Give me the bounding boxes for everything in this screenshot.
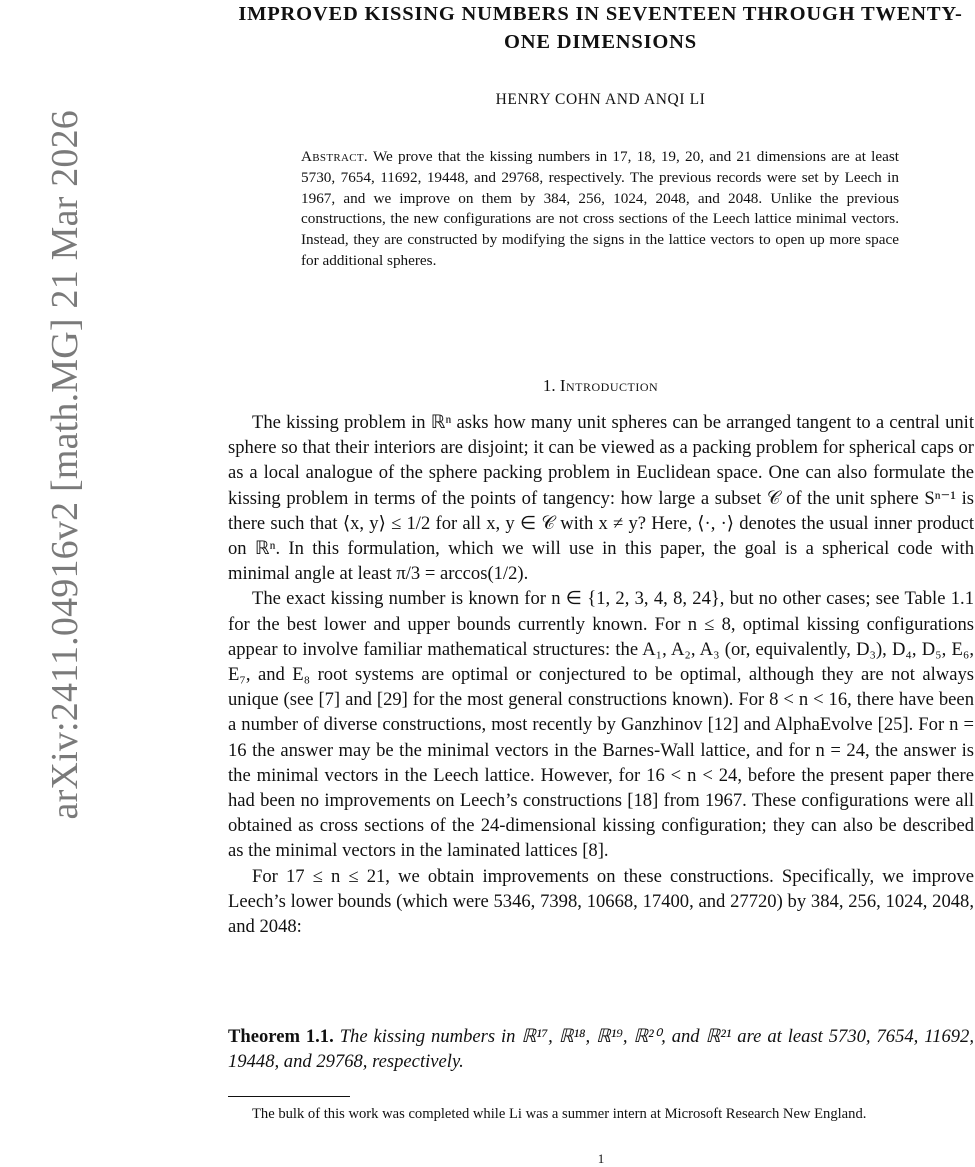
- footnote: The bulk of this work was completed while Li was a summer intern at Microsoft Research New England.: [252, 1106, 867, 1122]
- page-number: 1: [597, 1151, 605, 1166]
- section-number: 1.: [542, 376, 556, 395]
- arxiv-stamp: arXiv:2411.04916v2 [math.MG] 21 Mar 2026: [44, 110, 86, 820]
- section-title: Introduction: [559, 376, 659, 395]
- arxiv-sidebar: [0, 0, 86, 910]
- theorem: [228, 1024, 974, 1074]
- body-text: [228, 410, 974, 939]
- theorem-text: The kissing numbers in ℝ¹⁷, ℝ¹⁸, ℝ¹⁹, ℝ²⁰, and ℝ²¹ are at least 5730, 7654, 11692, 19448, and 29768, respectively.: [228, 1026, 974, 1073]
- abstract-text: We prove that the kissing numbers in 17, 18, 19, 20, and 21 dimensions are at least 5730, 7654, 11692, 19448, and 29768, respectively. The previous records were set by Leech in 1967, and we improve on them by 384, 256, 1024, 2048, and 2048. Unlike the previous constructions, the new configurations are not cross sections of the Leech lattice minimal vectors. Instead, they are constructed by modifying the signs in the lattice vectors to open up more space for additional spheres.: [301, 148, 899, 269]
- footnote-rule: [228, 1096, 350, 1097]
- abstract-label: Abstract.: [301, 148, 368, 165]
- section-heading: [228, 376, 973, 396]
- paragraph: For 17 ≤ n ≤ 21, we obtain improvements on these constructions. Specifically, we improve Leech’s lower bounds (which were 5346, 7398, 10668, 17400, and 27720) by 384, 256, 1024, 2048, and 2048:: [228, 865, 974, 938]
- theorem-label: Theorem 1.1.: [228, 1026, 334, 1047]
- paragraph: The kissing problem in ℝⁿ asks how many unit spheres can be arranged tangent to a central unit sphere so that their interiors are disjoint; it can be viewed as a packing problem for spherical caps or as a local analogue of the sphere packing problem in Euclidean space. One can also formulate the kissing problem in terms of the points of tangency: how large a subset 𝒞 of the unit sphere Sⁿ⁻¹ is there such that ⟨x, y⟩ ≤ 1/2 for all x, y ∈ 𝒞 with x ≠ y? Here, ⟨·, ·⟩ denotes the usual inner product on ℝⁿ. In this formulation, which we will use in this paper, the goal is a spherical code with minimal angle at least π/3 = arccos(1/2).: [228, 412, 974, 585]
- abstract: [301, 147, 899, 272]
- paragraph: The exact kissing number is known for n ∈ {1, 2, 3, 4, 8, 24}, but no other cases; see Table 1.1 for the best lower and upper bounds currently known. For n ≤ 8, optimal kissing configurations appear to involve familiar mathematical structures: the A₁, A₂, A₃ (or, equivalently, D₃), D₄, D₅, E₆, E₇, and E₈ root systems are optimal or conjectured to be optimal, although they are not always unique (see [7] and [29] for the most general constructions known). For 8 < n < 16, there have been a number of diverse constructions, most recently by Ganzhinov [12] and AlphaEvolve [25]. For n = 16 the answer may be the minimal vectors in the Barnes-Wall lattice, and for n = 24, the answer is the minimal vectors in the Leech lattice. However, for 16 < n < 24, before the present paper there had been no improvements on Leech’s constructions [18] from 1967. These configurations were all obtained as cross sections of the 24-dimensional kissing configuration; they can also be described as the minimal vectors in the laminated lattices [8].: [228, 588, 974, 862]
- paper-authors: HENRY COHN AND ANQI LI: [495, 91, 706, 108]
- paper-title: IMPROVED KISSING NUMBERS IN SEVENTEEN THROUGH TWENTY-ONE DIMENSIONS: [238, 3, 963, 53]
